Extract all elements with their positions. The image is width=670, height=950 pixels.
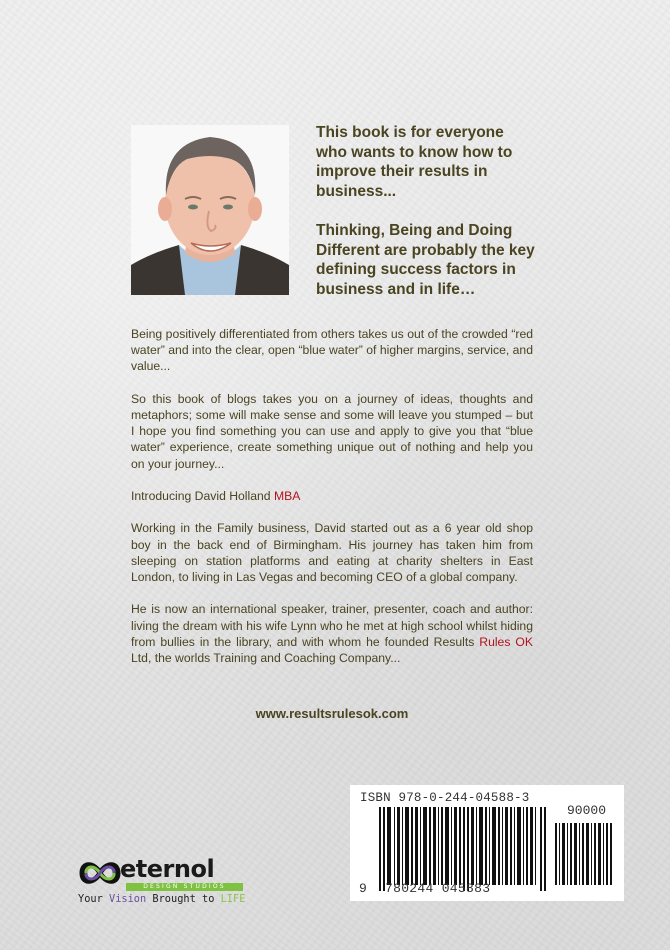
- body-paragraph-2: So this book of blogs takes you on a journey of ideas, thoughts and metaphors; some will make sense and some will leave you stumped – but I hope you find something you can use and apply to give you that “blue water” experience, create something unique out of nothing and help you on your journey...: [131, 391, 533, 471]
- author-photo: [131, 125, 289, 295]
- paragraph-4-prefix: He is now an international speaker, trainer, presenter, coach and author: living the dream with his wife Lynn who he met at high school whilst hiding from bullies in the library, and with whom he founded Results: [131, 602, 533, 649]
- headline-line-2: Thinking, Being and Doing Different are probably the key defining success factors in business and in life…: [316, 221, 535, 298]
- website-url: www.resultsrulesok.com: [255, 706, 409, 721]
- body-paragraph-4: [131, 601, 533, 666]
- body-paragraph-1: Being positively differentiated from others takes us out of the crowded “red water” and into the clear, open “blue water” of higher margins, service, and value...: [131, 327, 533, 374]
- ean-digits: 780244 045883: [385, 881, 491, 896]
- tagline-part: Brought to: [146, 893, 221, 905]
- headline-line-1: This book is for everyone who wants to know how to improve their results in business...: [316, 124, 513, 200]
- paragraph-4-suffix: Ltd, the worlds Training and Coaching Company...: [131, 651, 401, 665]
- tagline-life: LIFE: [220, 893, 246, 905]
- body-paragraph-3: Working in the Family business, David started out as a 6 year old shop boy in the back end of Birmingham. His journey has taken him from sleeping on station platforms and eating at charity shelters in East London, to living in Las Vegas and becoming CEO of a global company.: [131, 521, 533, 584]
- logo-subtitle: DESIGN STUDIOS: [126, 883, 243, 891]
- cover-body: [131, 326, 533, 666]
- logo-wordmark: eternol: [120, 855, 215, 883]
- tagline-part: Your: [78, 893, 109, 905]
- publisher-logo: [78, 855, 246, 906]
- portrait-illustration: [131, 125, 289, 295]
- price-addon-number: 90000: [567, 803, 607, 818]
- ean-first-digit: 9: [359, 881, 367, 896]
- company-highlight: Rules OK: [479, 634, 533, 649]
- infinity-logo-icon: [78, 858, 122, 888]
- isbn-label: ISBN 978-0-244-04588-3: [360, 791, 530, 805]
- isbn-barcode: [350, 785, 624, 901]
- author-intro: [131, 488, 533, 504]
- author-credential: MBA: [273, 489, 301, 503]
- cover-headline: [316, 123, 536, 319]
- tagline-vision: Vision: [109, 893, 147, 905]
- logo-tagline: [78, 893, 245, 905]
- author-intro-text: Introducing David Holland: [131, 489, 274, 503]
